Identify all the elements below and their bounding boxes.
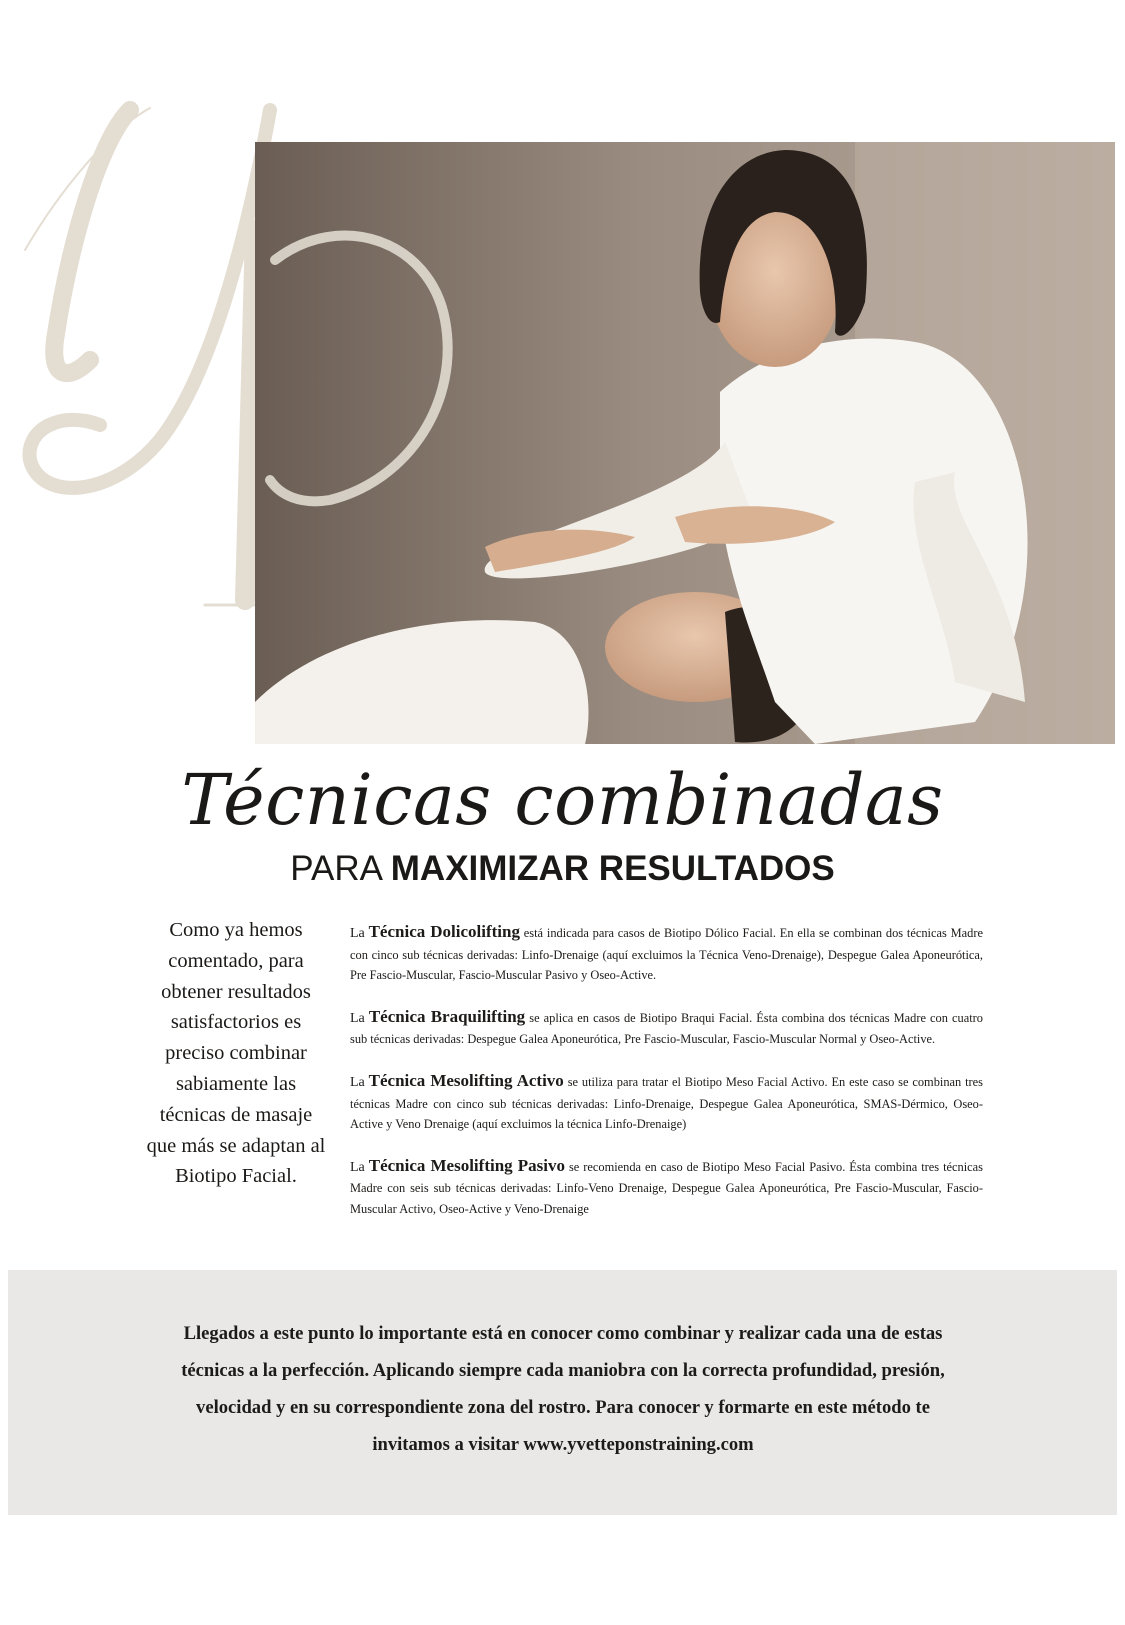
techniques-list (350, 922, 983, 1241)
technique-name: Técnica Mesolifting Pasivo (368, 1155, 565, 1175)
technique-prefix: La (350, 1074, 365, 1090)
therapist-photo (255, 142, 1115, 744)
technique-braquilifting (350, 1007, 983, 1050)
closing-band (8, 1270, 1117, 1515)
page-subtitle (0, 848, 1125, 890)
technique-text: se recomienda en caso de Biotipo Meso Facial Pasivo. Ésta combina tres técnicas Madre con seis sub técnicas derivadas: Linfo-Veno Drenaige, Despegue Galea Aponeurótica, Pre Fascio-Muscular, Fascio-Muscular Activo, Oseo-Active y Veno-Drenaige (350, 1159, 983, 1216)
technique-prefix: La (350, 1010, 365, 1026)
technique-name: Técnica Dolicolifting (368, 922, 520, 941)
technique-text: se aplica en casos de Biotipo Braqui Facial. Ésta combina dos técnicas Madre con cuatro sub técnicas derivadas: Despegue Galea Aponeurótica, Pre Fascio-Muscular, Fascio-Muscular Normal y Oseo-Active. (350, 1010, 983, 1047)
technique-text: está indicada para casos de Biotipo Dólico Facial. En ella se combinan dos técnicas Madre con cinco sub técnicas derivadas: Linfo-Drenaige (aquí excluimos la Técnica Veno-Drenaige), Despegue Galea Aponeurótica, Pre Fascio-Muscular, Fascio-Muscular Pasivo y Oseo-Active. (350, 926, 983, 983)
technique-text: se utiliza para tratar el Biotipo Meso Facial Activo. En este caso se combinan tres técnicas Madre con cinco sub técnicas derivadas: Linfo-Drenaige, Despegue Galea Aponeurótica, SMAS-Dérmico, Oseo-Active y Veno Drenaige (aquí excluimos la técnica Linfo-Drenaige) (350, 1074, 983, 1132)
photo-illustration (255, 142, 1115, 744)
closing-text: Llegados a este punto lo importante está en conocer como combinar y realizar cada una de estas técnicas a la perfección. Aplicando siempre cada maniobra con la correcta profundidad, presión, velocidad y en su correspondiente zona del rostro. Para conocer y formarte en este método te invitamos a visitar www.yvetteponstraining.com (181, 1323, 945, 1455)
technique-name: Técnica Mesolifting Activo (368, 1070, 564, 1090)
intro-text: Como ya hemos comentado, para obtener resultados satisfactorios es preciso combinar sabiamente las técnicas de masaje que más se adaptan al Biotipo Facial. (146, 919, 326, 1188)
technique-prefix: La (350, 1159, 365, 1175)
page-title: Técnicas combinadas (181, 759, 944, 841)
technique-mesolifting-pasivo (350, 1156, 983, 1220)
subtitle-light: PARA (290, 849, 382, 888)
technique-dolicolifting (350, 922, 983, 986)
subtitle-bold: MAXIMIZAR RESULTADOS (390, 849, 835, 888)
technique-prefix: La (350, 926, 365, 941)
technique-mesolifting-activo (350, 1071, 983, 1135)
technique-name: Técnica Braquilifting (368, 1006, 526, 1026)
